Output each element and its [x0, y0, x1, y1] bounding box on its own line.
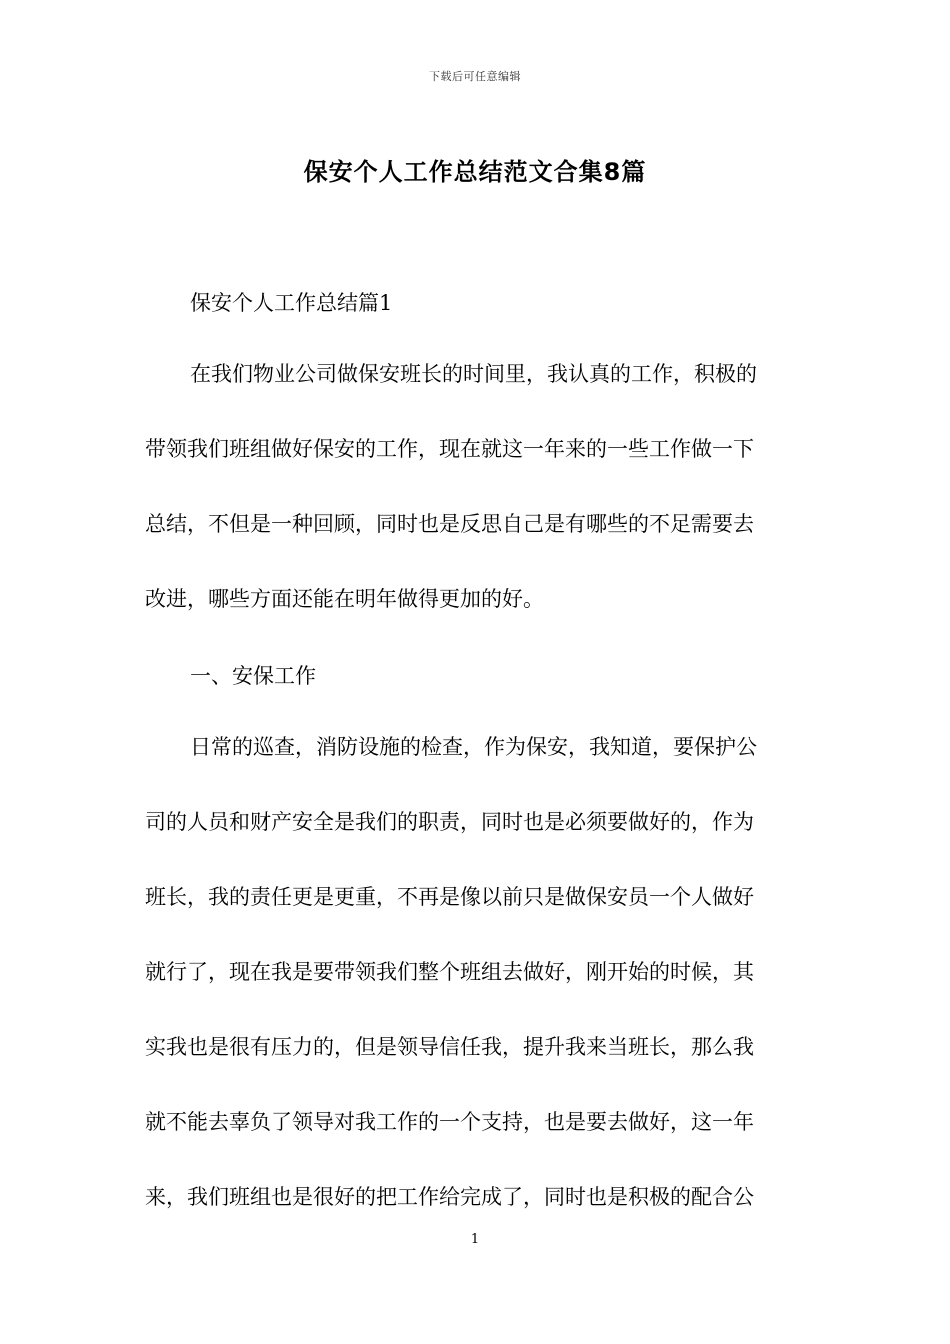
paragraph-line: 带领我们班组做好保安的工作，现在就这一年来的一些工作做一下: [145, 437, 754, 461]
paragraph-line: 班长，我的责任更是更重，不再是像以前只是做保安员一个人做好: [145, 885, 754, 909]
paragraph-2: [145, 710, 810, 1235]
paragraph-line: 总结，不但是一种回顾，同时也是反思自己是有哪些的不足需要去: [145, 512, 754, 536]
article-heading: 保安个人工作总结篇1: [190, 291, 393, 315]
paragraph-1: [145, 337, 810, 637]
paragraph-line: 司的人员和财产安全是我们的职责，同时也是必须要做好的，作为: [145, 810, 754, 834]
page-number: 1: [470, 1232, 480, 1247]
paragraph-line: 改进，哪些方面还能在明年做得更加的好。: [145, 587, 544, 611]
paragraph-line: 日常的巡查，消防设施的检查，作为保安，我知道，要保护公: [190, 735, 757, 759]
document-title: 保安个人工作总结范文合集8篇: [303, 158, 647, 186]
paragraph-line: 来，我们班组也是很好的把工作给完成了，同时也是积极的配合公: [145, 1185, 754, 1209]
paragraph-line: 就行了，现在我是要带领我们整个班组去做好，刚开始的时候，其: [145, 960, 754, 984]
paragraph-line: 就不能去辜负了领导对我工作的一个支持，也是要去做好，这一年: [145, 1110, 754, 1134]
paragraph-line: 在我们物业公司做保安班长的时间里，我认真的工作，积极的: [190, 362, 757, 386]
section-heading: 一、安保工作: [190, 664, 316, 688]
paragraph-line: 实我也是很有压力的，但是领导信任我，提升我来当班长，那么我: [145, 1035, 754, 1059]
header-note: 下载后可任意编辑: [429, 70, 521, 83]
